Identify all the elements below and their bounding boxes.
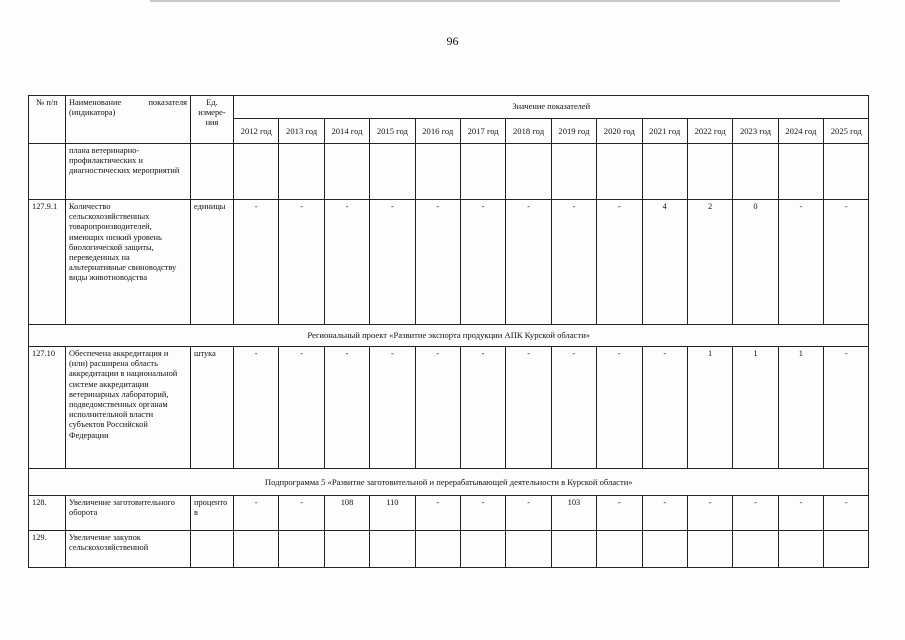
indicator-name: Увеличение закупок сельскохозяйственной [66,531,191,568]
value-cell [324,144,369,200]
row-number: 128. [29,496,66,531]
section-title-project-row [29,325,869,347]
scan-edge-line [150,0,840,2]
page-number: 96 [446,34,459,48]
value-cell [597,144,642,200]
value-cell: - [279,200,324,325]
value-cell: 2 [687,200,732,325]
section-title-subprogram: Подпрограмма 5 «Развитие заготовительной и перерабатывающей деятельности в Курской области» [29,469,869,496]
value-cell: - [234,200,279,325]
value-cell: 1 [778,347,823,469]
value-cell [370,144,415,200]
value-cell: 4 [642,200,687,325]
unit-cell: единицы [191,200,234,325]
header-year: 2022 год [687,119,732,144]
unit-cell [191,531,234,568]
header-values: Значение показателей [234,96,869,119]
value-cell: 0 [733,200,778,325]
value-cell: 1 [687,347,732,469]
value-cell: - [597,496,642,531]
value-cell: 110 [370,496,415,531]
value-cell: - [279,496,324,531]
value-cell [687,531,732,568]
value-cell [415,531,460,568]
table-row [29,496,869,531]
value-cell: - [234,496,279,531]
value-cell [506,144,551,200]
value-cell [370,531,415,568]
value-cell: 108 [324,496,369,531]
value-cell: - [506,496,551,531]
header-year: 2015 год [370,119,415,144]
row-number: 127.9.1 [29,200,66,325]
header-num: № п/п [29,96,66,144]
value-cell [279,144,324,200]
value-cell: - [324,347,369,469]
header-year: 2023 год [733,119,778,144]
value-cell [234,144,279,200]
value-cell: - [506,200,551,325]
value-cell [687,144,732,200]
header-name: Наименование показателя (индикатора) [66,96,191,144]
value-cell: - [642,496,687,531]
section-title-project: Региональный проект «Развитие экспорта продукции АПК Курской области» [29,325,869,347]
value-cell [551,144,596,200]
value-cell: - [597,347,642,469]
value-cell [642,144,687,200]
header-year: 2019 год [551,119,596,144]
header-year: 2021 год [642,119,687,144]
unit-cell: процентов [191,496,234,531]
value-cell: - [415,496,460,531]
value-cell [460,531,505,568]
value-cell: - [370,347,415,469]
unit-cell [191,144,234,200]
value-cell [733,144,778,200]
row-number [29,144,66,200]
row-number: 129. [29,531,66,568]
header-year: 2024 год [778,119,823,144]
value-cell: - [778,496,823,531]
value-cell: - [597,200,642,325]
indicator-name: плана ветеринарно-профилактических и диагностических мероприятий [66,144,191,200]
header-year: 2017 год [460,119,505,144]
value-cell [824,144,869,200]
value-cell: - [642,347,687,469]
value-cell: - [279,347,324,469]
value-cell: - [234,347,279,469]
value-cell [642,531,687,568]
value-cell: 1 [733,347,778,469]
value-cell [778,531,823,568]
value-cell [415,144,460,200]
value-cell [279,531,324,568]
table-row [29,200,869,325]
value-cell: - [778,200,823,325]
value-cell: - [824,347,869,469]
indicator-name: Увеличение заготовительного оборота [66,496,191,531]
unit-cell: штука [191,347,234,469]
value-cell: - [460,347,505,469]
value-cell [824,531,869,568]
value-cell: - [506,347,551,469]
table-row [29,347,869,469]
table-row [29,144,869,200]
header-year: 2020 год [597,119,642,144]
header-year: 2018 год [506,119,551,144]
indicator-name: Обеспечена аккредитация и (или) расширена область аккредитации в национальной системе аккредитации ветеринарных лабораторий, подведомственных органам исполнительной власти субъектов Российской Федерации [66,347,191,469]
header-unit: Ед. измере-ния [191,96,234,144]
value-cell: - [824,496,869,531]
header-year: 2014 год [324,119,369,144]
table-row [29,531,869,568]
value-cell: - [460,200,505,325]
value-cell [234,531,279,568]
value-cell: - [324,200,369,325]
value-cell: - [415,200,460,325]
value-cell: - [415,347,460,469]
indicator-name: Количество сельскохозяйственных товаропроизводителей, имеющих низкий уровень биологической защиты, переведенных на альтернативные свиноводству виды животноводства [66,200,191,325]
header-year: 2013 год [279,119,324,144]
indicators-table [28,95,869,568]
header-year: 2012 год [234,119,279,144]
value-cell [460,144,505,200]
value-cell [733,531,778,568]
value-cell: - [551,347,596,469]
value-cell: - [824,200,869,325]
value-cell: - [687,496,732,531]
value-cell: - [370,200,415,325]
value-cell: 103 [551,496,596,531]
header-year: 2025 год [824,119,869,144]
value-cell: - [460,496,505,531]
section-title-subprogram-row [29,469,869,496]
header-year: 2016 год [415,119,460,144]
value-cell [597,531,642,568]
value-cell [324,531,369,568]
value-cell [506,531,551,568]
value-cell: - [551,200,596,325]
value-cell [778,144,823,200]
value-cell: - [733,496,778,531]
row-number: 127.10 [29,347,66,469]
value-cell [551,531,596,568]
